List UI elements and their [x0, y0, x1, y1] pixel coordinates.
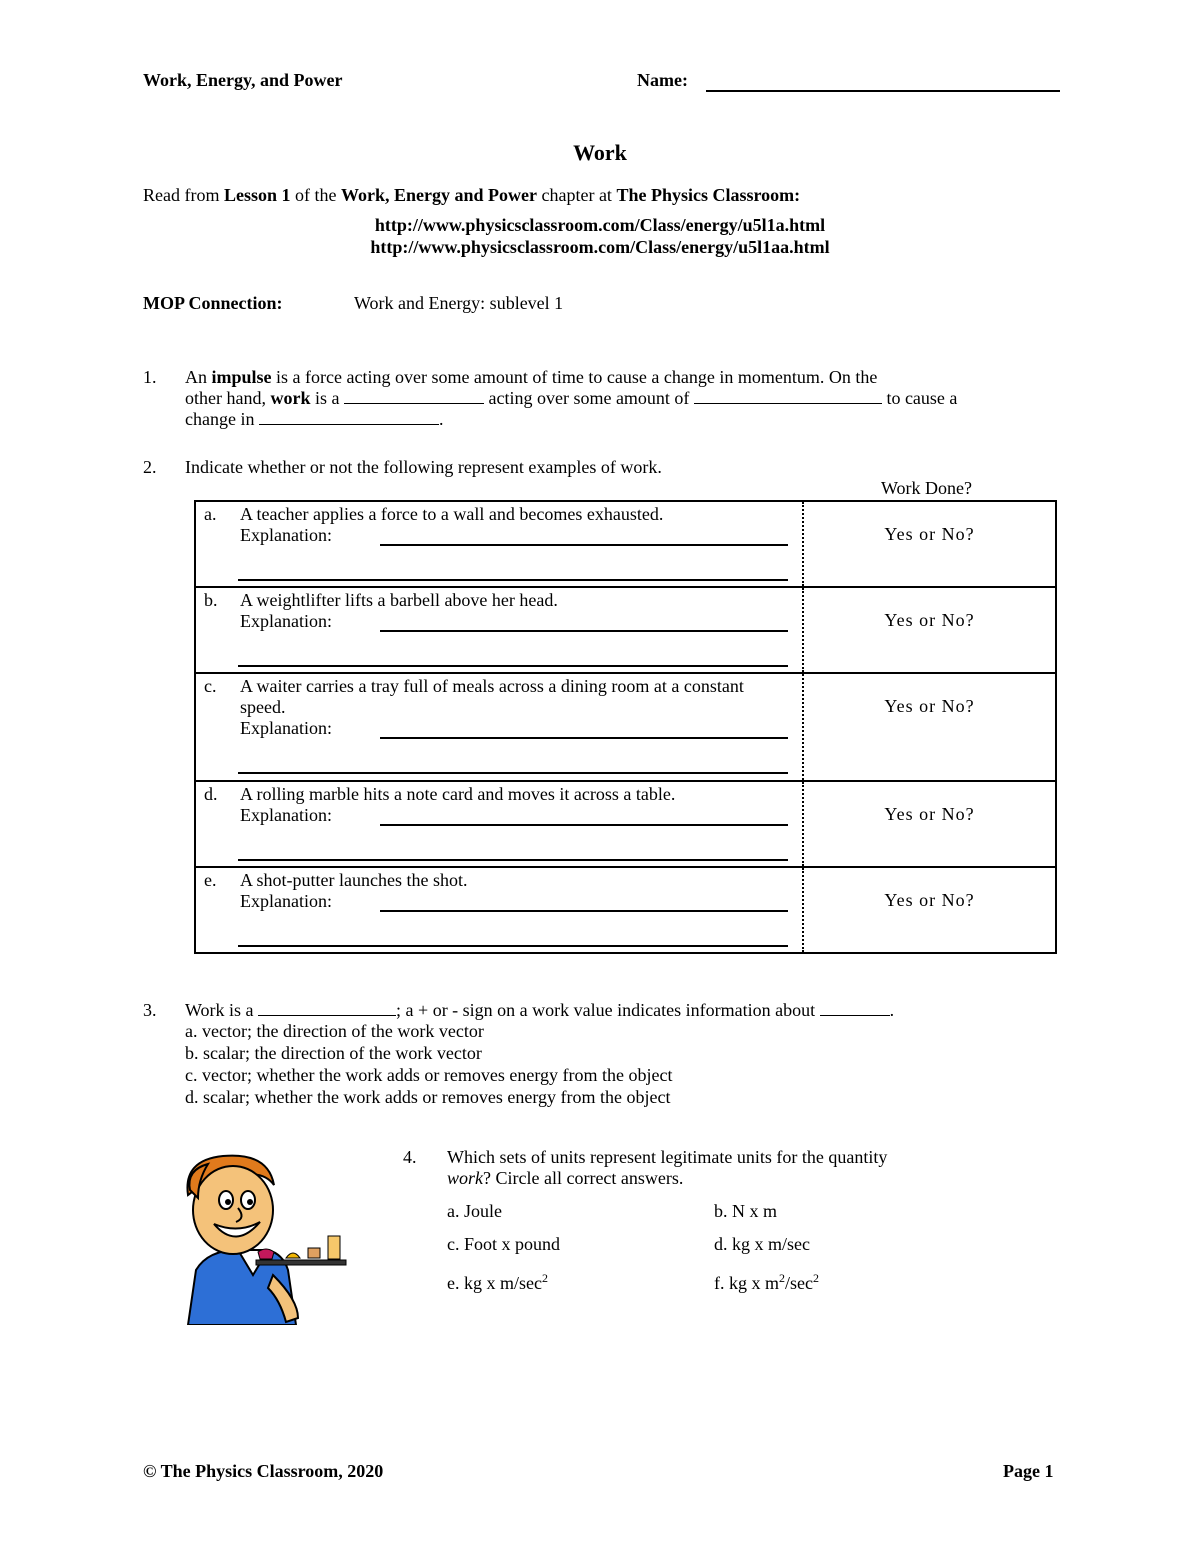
yes-or-no-answer[interactable]: Yes or No?	[884, 610, 975, 630]
explanation-line[interactable]	[380, 737, 788, 739]
q3-text: Work is a ; a + or - sign on a work value indicates information about .	[185, 1000, 895, 1020]
item-text: A shot-putter launches the shot.	[240, 870, 468, 890]
yes-or-no-answer[interactable]: Yes or No?	[884, 524, 975, 544]
explanation-line[interactable]	[238, 772, 788, 774]
waiter-face	[193, 1166, 273, 1254]
q2-number: 2.	[143, 457, 157, 477]
item-letter: e.	[204, 870, 217, 890]
explanation-line[interactable]	[380, 630, 788, 632]
q3-blank-1[interactable]	[258, 1001, 396, 1016]
explanation-line[interactable]	[380, 544, 788, 546]
q4-option-d[interactable]: d. kg x m/sec	[714, 1234, 810, 1254]
q4-number: 4.	[403, 1147, 417, 1167]
yes-or-no-answer[interactable]: Yes or No?	[884, 696, 975, 716]
table-row	[195, 587, 1056, 673]
explanation-label: Explanation:	[240, 891, 332, 911]
q4-option-e[interactable]: e. kg x $m/\sec^2$	[447, 1271, 548, 1293]
mop-value: Work and Energy: sublevel 1	[354, 293, 564, 313]
page-title: Work	[573, 140, 627, 165]
footer-copyright: © The Physics Classroom, 2020	[143, 1461, 384, 1481]
table-row	[195, 501, 1056, 587]
item-text: A teacher applies a force to a wall and becomes exhausted.	[240, 504, 664, 524]
explanation-line[interactable]	[238, 859, 788, 861]
q4-option-b[interactable]: b. N x m	[714, 1201, 777, 1221]
url-1[interactable]: http://www.physicsclassroom.com/Class/energy/u5l1a.html	[374, 215, 826, 235]
footer-page-number: Page 1	[1003, 1461, 1054, 1481]
item-text: A waiter carries a tray full of meals across a dining room at a constant speed.	[240, 676, 744, 717]
q1-blank-2[interactable]	[694, 389, 882, 404]
q3-number: 3.	[143, 1000, 157, 1020]
item-letter: d.	[204, 784, 218, 804]
explanation-label: Explanation:	[240, 805, 332, 825]
work-examples-table	[194, 500, 1057, 954]
q4-option-a[interactable]: a. Joule	[447, 1201, 502, 1221]
intro-text: Read from Lesson 1 of the Work, Energy and Power chapter at The Physics Classroom:	[143, 185, 801, 205]
url-2[interactable]: http://www.physicsclassroom.com/Class/energy/u5l1aa.html	[370, 237, 830, 257]
table-row	[195, 867, 1056, 953]
q4-option-f[interactable]: f. kg x $m^2/\sec^2$	[714, 1271, 819, 1293]
explanation-line[interactable]	[380, 910, 788, 912]
q3-option-b[interactable]: b. scalar; the direction of the work vector	[185, 1043, 482, 1063]
table-row	[195, 781, 1056, 867]
q1-blank-1[interactable]	[344, 389, 484, 404]
q1-number: 1.	[143, 367, 157, 387]
q4-text: Which sets of units represent legitimate units for the quantity work? Circle all correct answers.	[447, 1147, 888, 1188]
q1-text: An impulse is a force acting over some amount of time to cause a change in momentum. On the other hand, work is a acting over some amount of to cause a change in .	[185, 367, 958, 429]
q4-option-c[interactable]: c. Foot x pound	[447, 1234, 561, 1254]
explanation-label: Explanation:	[240, 611, 332, 631]
table-row	[195, 673, 1056, 781]
q3-option-d[interactable]: d. scalar; whether the work adds or removes energy from the object	[185, 1087, 671, 1107]
waiter-illustration	[178, 1150, 350, 1325]
yes-or-no-answer[interactable]: Yes or No?	[884, 804, 975, 824]
explanation-line[interactable]	[238, 665, 788, 667]
item-letter: a.	[204, 504, 217, 524]
item-letter: c.	[204, 676, 217, 696]
explanation-line[interactable]	[238, 945, 788, 947]
q3-option-c[interactable]: c. vector; whether the work adds or removes energy from the object	[185, 1065, 673, 1085]
q1-blank-3[interactable]	[259, 410, 439, 425]
name-field-line[interactable]	[706, 90, 1060, 92]
q3-blank-2[interactable]	[820, 1001, 890, 1016]
yes-or-no-answer[interactable]: Yes or No?	[884, 890, 975, 910]
item-letter: b.	[204, 590, 218, 610]
explanation-line[interactable]	[238, 579, 788, 581]
name-label: Name:	[637, 70, 688, 90]
explanation-label: Explanation:	[240, 525, 332, 545]
item-text: A rolling marble hits a note card and moves it across a table.	[240, 784, 676, 804]
worksheet-header-title: Work, Energy, and Power	[143, 70, 343, 90]
explanation-line[interactable]	[380, 824, 788, 826]
q2-text: Indicate whether or not the following represent examples of work.	[185, 457, 662, 477]
item-text: A weightlifter lifts a barbell above her head.	[240, 590, 558, 610]
work-done-header: Work Done?	[881, 478, 973, 498]
mop-label: MOP Connection:	[143, 293, 283, 313]
q3-option-a[interactable]: a. vector; the direction of the work vector	[185, 1021, 484, 1041]
tray	[256, 1260, 346, 1265]
explanation-label: Explanation:	[240, 718, 332, 738]
